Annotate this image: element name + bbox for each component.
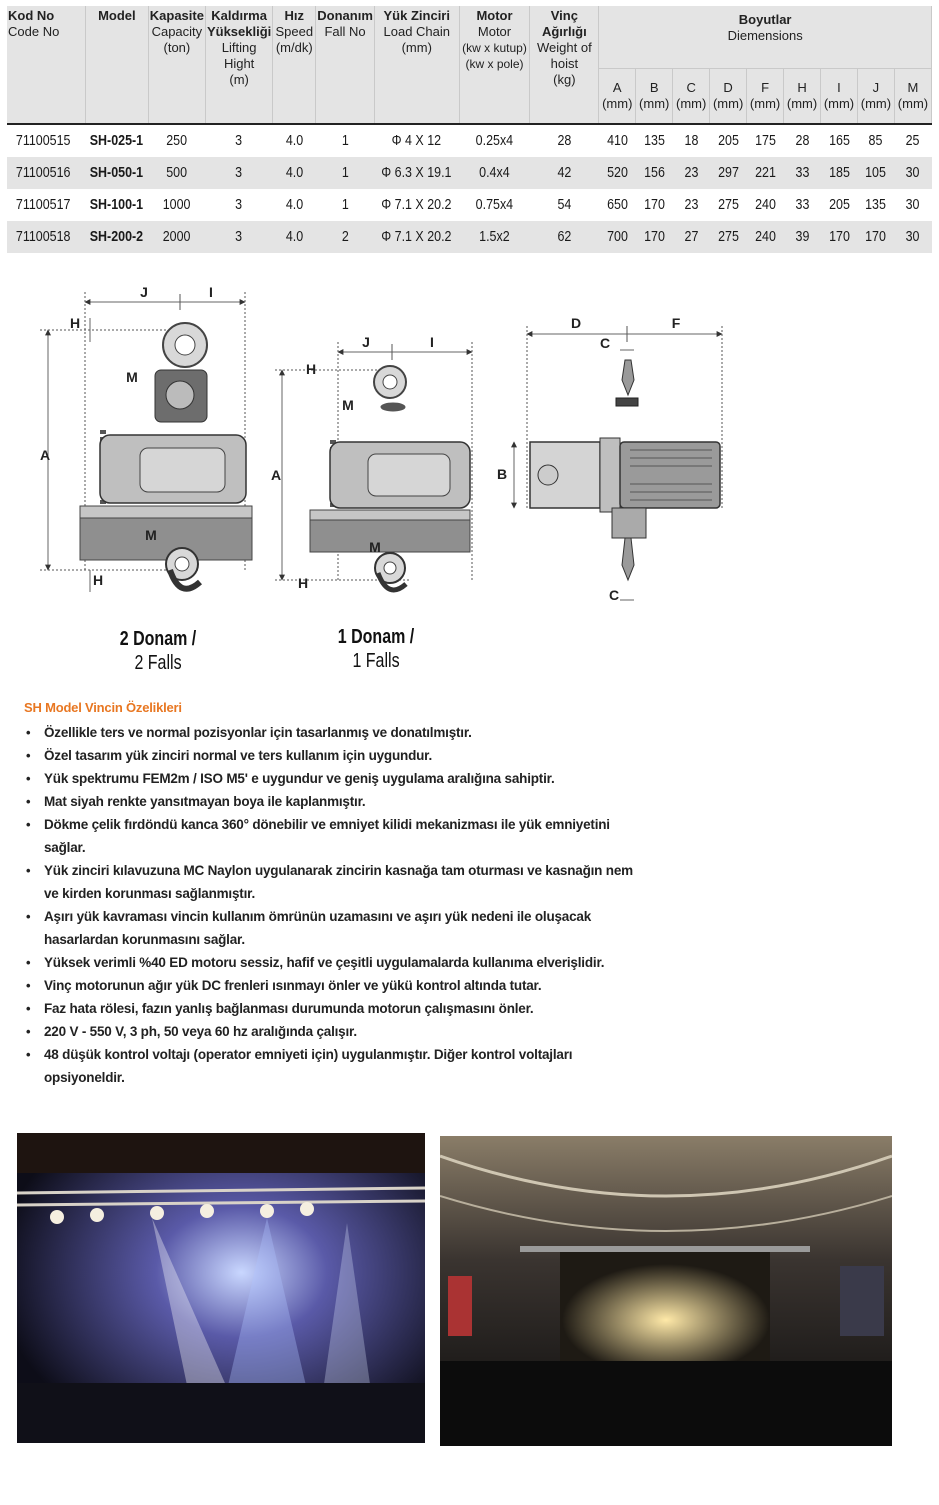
- cell-dim-c: 27: [684, 229, 699, 245]
- list-item: [24, 905, 634, 951]
- cell-speed: 4.0: [276, 124, 313, 157]
- feature-text: Özellikle ters ve normal pozisyonlar için tasarlanmış ve donatılmıştır.: [44, 725, 472, 740]
- one-fall-caption: 1 Donam / 1 Falls: [337, 626, 415, 672]
- cell-weight: 54: [557, 197, 572, 213]
- cell-dim-m: 30: [906, 229, 920, 245]
- header-capacity: Kapasite Capacity (ton): [148, 6, 205, 124]
- header-dim-a: A (mm): [599, 69, 636, 125]
- feature-text: Özel tasarım yük zinciri normal ve ters kullanım için uygundur.: [44, 748, 433, 763]
- list-item: [24, 859, 634, 905]
- cell-code: 71100516: [15, 165, 71, 181]
- cell-dim-f: 175: [749, 124, 781, 157]
- bullet-icon: •: [26, 955, 31, 970]
- two-falls-caption: 2 Donam / 2 Falls: [119, 628, 197, 674]
- header-chain: Yük Zinciri Load Chain (mm): [374, 6, 459, 124]
- label-i: I: [430, 334, 434, 350]
- cell-dim-d: 275: [717, 197, 739, 213]
- cell-model: SH-200-2: [90, 229, 144, 245]
- bullet-icon: •: [26, 909, 31, 924]
- header-dim-h: H (mm): [784, 69, 821, 125]
- cell-fall: 1: [341, 197, 349, 213]
- features-list: [24, 721, 634, 1089]
- header-dimensions: Boyutlar Diemensions: [599, 6, 932, 69]
- label-j: J: [362, 334, 370, 350]
- cell-dim-f: 221: [754, 165, 776, 181]
- table-row: [7, 157, 932, 189]
- cell-lift: 3: [235, 165, 243, 181]
- bullet-icon: •: [26, 725, 31, 740]
- label-i: I: [209, 284, 213, 300]
- cell-dim-b: 156: [643, 165, 665, 181]
- label-a: A: [39, 447, 51, 463]
- cell-lift: 3: [235, 197, 243, 213]
- cell-dim-m: 30: [906, 197, 920, 213]
- header-dim-j: J (mm): [857, 69, 894, 125]
- cell-dim-b: 170: [643, 229, 665, 245]
- label-j: J: [140, 284, 148, 300]
- label-c: C: [608, 587, 620, 603]
- label-c: C: [599, 335, 611, 351]
- two-falls-drawing: [40, 292, 252, 592]
- label-h: H: [69, 315, 81, 331]
- cell-dim-b: 170: [643, 197, 665, 213]
- cell-dim-f: 240: [754, 229, 776, 245]
- cell-dim-a: 700: [606, 229, 628, 245]
- cell-model: SH-100-1: [90, 197, 144, 213]
- cell-motor: 0.75x4: [475, 197, 514, 213]
- list-item: [24, 1020, 634, 1043]
- header-dim-d: D (mm): [710, 69, 747, 125]
- cell-dim-m: 30: [906, 165, 920, 181]
- feature-text: Mat siyah renkte yansıtmayan boya ile kaplanmıştır.: [44, 794, 366, 809]
- header-model: Model: [85, 6, 148, 124]
- header-weight: Vinç Ağırlığı Weight of hoist (kg): [530, 6, 599, 124]
- list-item: [24, 721, 634, 744]
- cell-chain: Φ 7.1 X 20.2: [381, 197, 452, 213]
- features-title: SH Model Vincin Özelikleri: [24, 700, 182, 715]
- cell-dim-d: 275: [717, 229, 739, 245]
- feature-text: 48 düşük kontrol voltajı (operator emniyeti için) uygulanmıştır. Diğer kontrol voltajları opsiyoneldir.: [44, 1047, 573, 1085]
- feature-text: Yük zinciri kılavuzuna MC Naylon uygulanarak zincirin kasnağa tam oturması ve kasnağın nem ve kirden korunması sağlanmıştır.: [44, 863, 633, 901]
- cell-speed: 4.0: [285, 197, 303, 213]
- feature-text: Faz hata rölesi, fazın yanlış bağlanması durumunda motorun çalışmasını önler.: [44, 1001, 534, 1016]
- bullet-icon: •: [26, 794, 31, 809]
- bullet-icon: •: [26, 817, 31, 832]
- label-f: F: [671, 315, 681, 331]
- cell-fall: 1: [320, 124, 370, 157]
- cell-fall: 2: [341, 229, 349, 245]
- cell-dim-h: 33: [795, 197, 809, 213]
- concert-photo-right: [440, 1136, 892, 1446]
- feature-text: 220 V - 550 V, 3 ph, 50 veya 60 hz aralığında çalışır.: [44, 1024, 357, 1039]
- feature-text: Vinç motorunun ağır yük DC frenleri ısınmayı önler ve yükü kontrol altında tutar.: [44, 978, 542, 993]
- cell-dim-c: 23: [684, 197, 699, 213]
- header-dim-m: M (mm): [894, 69, 931, 125]
- cell-dim-d: 297: [717, 165, 739, 181]
- cell-dim-j: 170: [865, 229, 887, 245]
- label-b: B: [496, 466, 508, 482]
- header-dim-f: F (mm): [747, 69, 784, 125]
- label-a: A: [270, 467, 282, 483]
- list-item: [24, 997, 634, 1020]
- cell-lift: 3: [210, 124, 268, 157]
- cell-dim-m: 25: [897, 124, 929, 157]
- cell-capacity: 2000: [162, 229, 191, 245]
- cell-dim-h: 28: [786, 124, 818, 157]
- cell-dim-a: 650: [606, 197, 628, 213]
- label-m: M: [126, 369, 138, 385]
- spec-table-body: [7, 124, 932, 253]
- header-dim-b: B (mm): [636, 69, 673, 125]
- header-fall: Donanım Fall No: [316, 6, 375, 124]
- feature-text: Yük spektrumu FEM2m / ISO M5' e uygundur ve geniş uygulama aralığına sahiptir.: [44, 771, 555, 786]
- cell-dim-b: 135: [638, 124, 670, 157]
- bullet-icon: •: [26, 1001, 31, 1016]
- cell-dim-a: 410: [601, 124, 633, 157]
- header-dim-c: C (mm): [673, 69, 710, 125]
- cell-weight: 42: [557, 165, 572, 181]
- list-item: [24, 974, 634, 997]
- cell-dim-i: 205: [828, 197, 850, 213]
- list-item: [24, 790, 634, 813]
- cell-capacity: 1000: [162, 197, 191, 213]
- cell-motor: 0.25x4: [464, 124, 525, 157]
- cell-model: SH-025-1: [90, 124, 144, 157]
- cell-dim-a: 520: [606, 165, 628, 181]
- cell-dim-i: 170: [828, 229, 850, 245]
- cell-capacity: 250: [152, 124, 201, 157]
- cell-code: 71100517: [15, 197, 71, 213]
- cell-dim-f: 240: [754, 197, 776, 213]
- spec-table: [7, 6, 932, 253]
- cell-dim-i: 185: [828, 165, 850, 181]
- bullet-icon: •: [26, 1024, 31, 1039]
- feature-text: Aşırı yük kavraması vincin kullanım ömrünün uzamasını ve aşırı yük nedeni ile oluşacak hasarlardan korunmasını sağlar.: [44, 909, 592, 947]
- cell-fall: 1: [341, 165, 349, 181]
- side-view-drawing: [514, 326, 722, 600]
- list-item: [24, 744, 634, 767]
- concert-photo-left: [17, 1133, 425, 1443]
- features-section: [24, 700, 634, 1089]
- label-m: M: [342, 397, 354, 413]
- list-item: [24, 951, 634, 974]
- cell-speed: 4.0: [285, 229, 303, 245]
- bullet-icon: •: [26, 978, 31, 993]
- cell-code: 71100518: [15, 229, 71, 245]
- list-item: [24, 767, 634, 790]
- cell-chain: Φ 7.1 X 20.2: [381, 229, 452, 245]
- cell-chain: Φ 6.3 X 19.1: [381, 165, 452, 181]
- cell-weight: 28: [535, 124, 594, 157]
- bullet-icon: •: [26, 1047, 31, 1062]
- list-item: [24, 813, 634, 859]
- header-speed: Hız Speed (m/dk): [273, 6, 316, 124]
- cell-dim-c: 18: [675, 124, 707, 157]
- table-row: [7, 221, 932, 253]
- label-d: D: [570, 315, 582, 331]
- header-code: Kod No Code No: [7, 6, 85, 124]
- table-row: [7, 189, 932, 221]
- cell-motor: 0.4x4: [479, 165, 510, 181]
- cell-weight: 62: [557, 229, 572, 245]
- feature-text: Yüksek verimli %40 ED motoru sessiz, hafif ve çeşitli uygulamalarda kullanıma elverişlidir.: [44, 955, 605, 970]
- cell-lift: 3: [235, 229, 243, 245]
- cell-code: 71100515: [12, 124, 79, 157]
- header-motor: Motor Motor (kw x kutup) (kw x pole): [459, 6, 530, 124]
- header-dim-i: I (mm): [821, 69, 858, 125]
- label-h: H: [92, 572, 104, 588]
- cell-dim-h: 33: [795, 165, 809, 181]
- cell-speed: 4.0: [285, 165, 303, 181]
- list-item: [24, 1043, 634, 1089]
- cell-dim-h: 39: [795, 229, 809, 245]
- bullet-icon: •: [26, 771, 31, 786]
- cell-motor: 1.5x2: [479, 229, 510, 245]
- cell-dim-j: 135: [865, 197, 887, 213]
- table-row: [7, 124, 932, 157]
- cell-dim-j: 85: [860, 124, 892, 157]
- cell-dim-c: 23: [684, 165, 699, 181]
- cell-dim-j: 105: [865, 165, 887, 181]
- header-lift: Kaldırma Yüksekliği Lifting Hight (m): [205, 6, 272, 124]
- label-h: H: [297, 575, 309, 591]
- cell-dim-d: 205: [712, 124, 744, 157]
- label-m: M: [369, 539, 381, 555]
- feature-text: Dökme çelik fırdöndü kanca 360° dönebilir ve emniyet kilidi mekanizması ile yük emniyetini sağlar.: [44, 817, 610, 855]
- cell-dim-i: 165: [823, 124, 855, 157]
- bullet-icon: •: [26, 748, 31, 763]
- cell-model: SH-050-1: [90, 165, 144, 181]
- bullet-icon: •: [26, 863, 31, 878]
- label-m: M: [145, 527, 157, 543]
- cell-capacity: 500: [166, 165, 188, 181]
- cell-chain: Φ 4 X 12: [380, 124, 453, 157]
- label-h: H: [305, 361, 317, 377]
